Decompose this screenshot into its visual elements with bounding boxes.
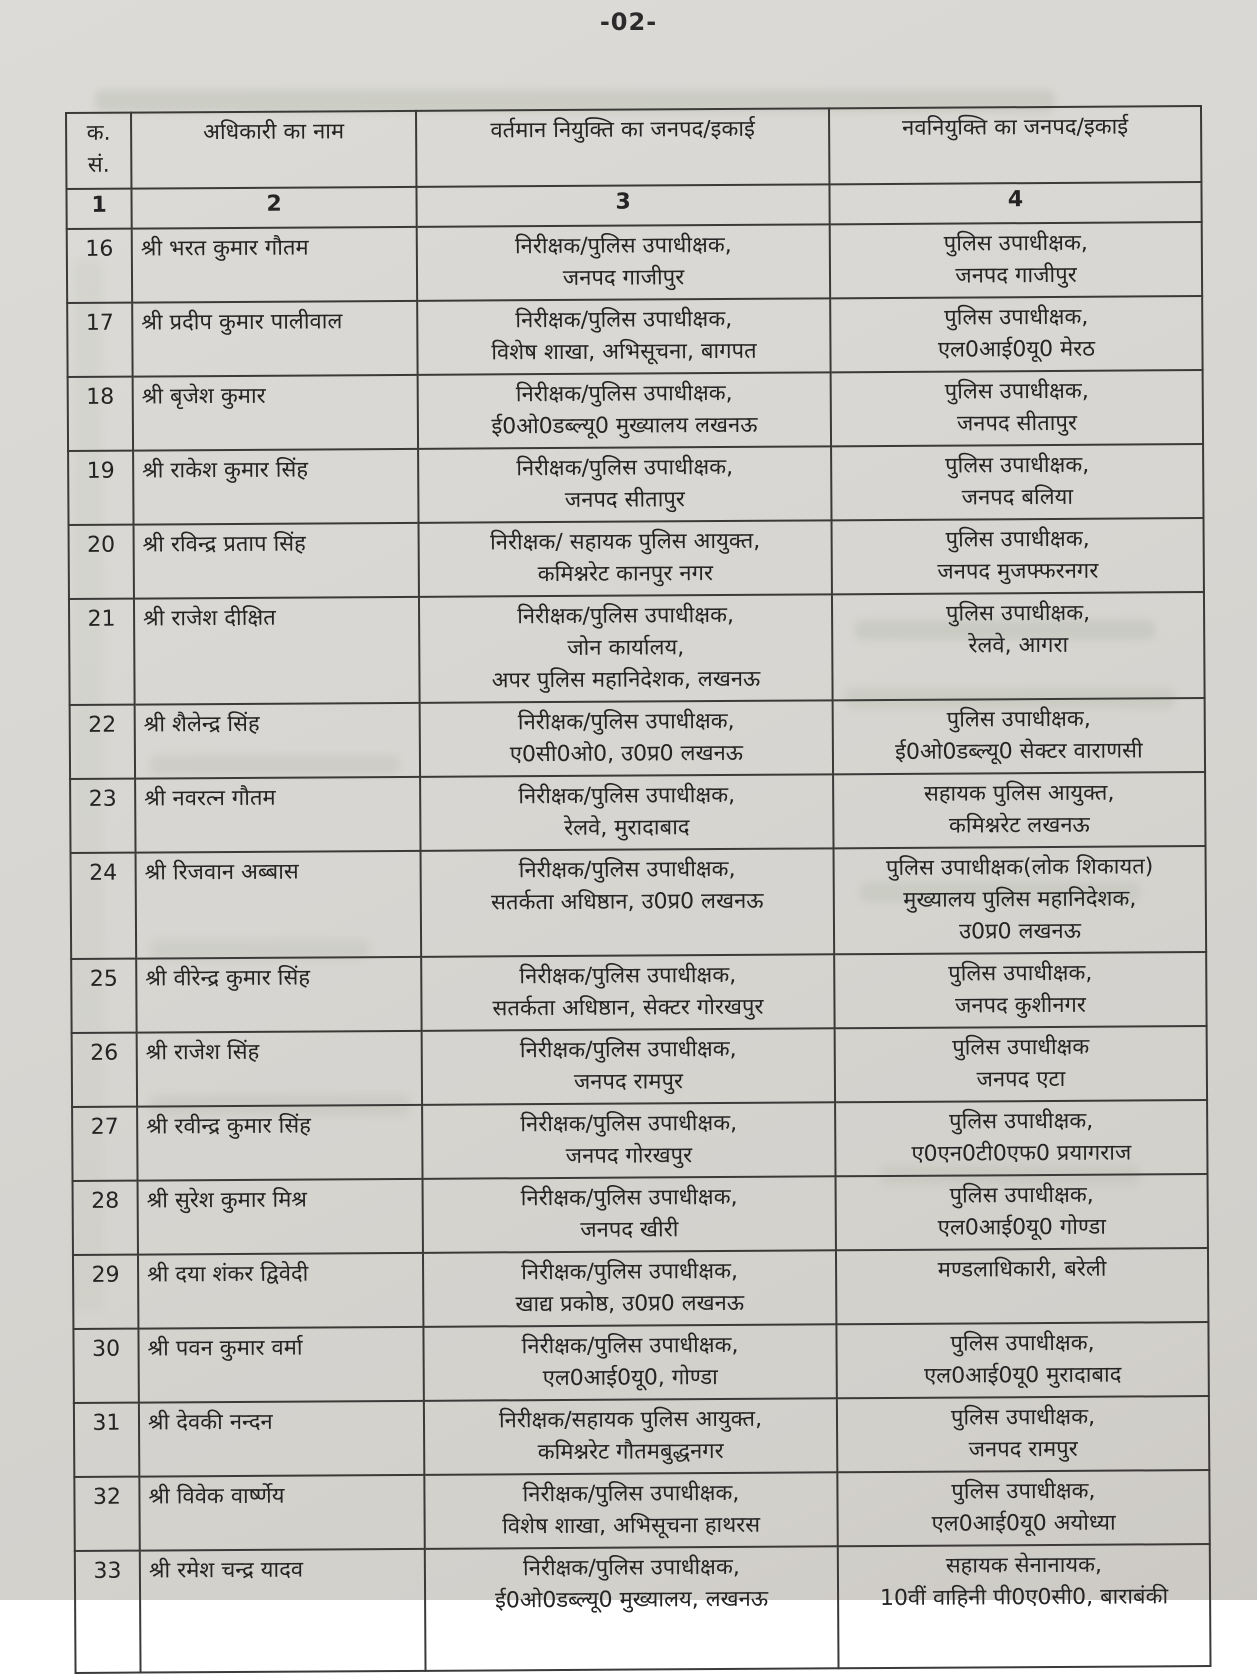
table-body <box>67 222 1211 1673</box>
cell-new-posting <box>830 222 1202 298</box>
cell-text-line: निरीक्षक/पुलिस उपाधीक्षक, <box>516 454 734 482</box>
cell-officer-name: श्री विवेक वार्ष्णेय <box>139 1475 424 1551</box>
cell-serial-number: 17 <box>67 303 132 377</box>
table-row <box>72 1100 1207 1181</box>
cell-officer-name: श्री शैलेन्द्र सिंह <box>135 703 420 779</box>
header-new-posting: नवनियुक्ति का जनपद/इकाई <box>829 106 1201 184</box>
cell-new-posting <box>833 698 1205 774</box>
cell-text-line: निरीक्षक/पुलिस उपाधीक्षक, <box>518 782 736 810</box>
cell-serial-number: 24 <box>71 853 137 959</box>
cell-officer-name: श्री बृजेश कुमार <box>133 375 418 451</box>
cell-current-posting <box>424 1472 837 1549</box>
cell-serial-number: 32 <box>74 1477 139 1551</box>
cell-text-line: पुलिस उपाधीक्षक, <box>948 960 1093 987</box>
cell-text-line: निरीक्षक/पुलिस उपाधीक्षक, <box>519 1036 737 1064</box>
cell-officer-name: श्री रविन्द्र प्रताप सिंह <box>134 523 419 599</box>
cell-current-posting <box>417 298 830 375</box>
cell-officer-name: श्री वीरेन्द्र कुमार सिंह <box>136 957 421 1033</box>
cell-current-posting <box>417 224 830 301</box>
cell-text-line: विशेष शाखा, अभिसूचना, बागपत <box>491 338 757 366</box>
cell-officer-name: श्री सुरेश कुमार मिश्र <box>138 1179 423 1255</box>
cell-text-line: विशेष शाखा, अभिसूचना हाथरस <box>502 1512 761 1540</box>
cell-text-line: निरीक्षक/पुलिस उपाधीक्षक, <box>522 1480 740 1508</box>
cell-text-line: निरीक्षक/पुलिस उपाधीक्षक, <box>520 1184 738 1212</box>
header-officer-name: अधिकारी का नाम <box>131 111 416 189</box>
cell-text-line: पुलिस उपाधीक्षक, <box>950 1330 1095 1357</box>
cell-text-line: निरीक्षक/पुलिस उपाधीक्षक, <box>522 1554 740 1582</box>
table-row <box>67 296 1202 377</box>
cell-new-posting <box>836 1174 1208 1250</box>
cell-current-posting <box>423 1250 836 1327</box>
cell-serial-number: 33 <box>75 1551 141 1673</box>
cell-officer-name: श्री रवीन्द्र कुमार सिंह <box>137 1105 422 1181</box>
cell-new-posting <box>834 952 1206 1028</box>
cell-text-line: कमिश्नरेट लखनऊ <box>948 812 1090 839</box>
cell-serial-number: 22 <box>70 705 135 779</box>
cell-text-line: सहायक पुलिस आयुक्त, <box>923 780 1115 807</box>
cell-new-posting <box>831 444 1203 520</box>
cell-text-line: निरीक्षक/पुलिस उपाधीक्षक, <box>521 1258 739 1286</box>
officer-transfer-table <box>65 105 1212 1674</box>
cell-serial-number: 25 <box>71 959 136 1033</box>
cell-serial-number: 23 <box>70 779 135 853</box>
cell-text-line: ए0सी0ओ0, उ0प्र0 लखनऊ <box>509 740 744 768</box>
table-row <box>75 1544 1211 1673</box>
header-serial-line2: सं. <box>87 152 110 178</box>
cell-current-posting <box>421 954 834 1031</box>
cell-serial-number: 30 <box>73 1329 138 1403</box>
cell-current-posting <box>423 1176 836 1253</box>
cell-text-line: जनपद गोरखपुर <box>565 1143 693 1169</box>
cell-current-posting <box>420 774 833 851</box>
column-number-row <box>66 182 1201 229</box>
cell-current-posting <box>425 1546 839 1671</box>
cell-new-posting <box>836 1322 1208 1398</box>
cell-text-line: एल0आई0यू0 गोण्डा <box>937 1214 1106 1241</box>
column-number-2: 2 <box>131 187 416 229</box>
cell-serial-number: 18 <box>68 377 133 451</box>
cell-current-posting <box>419 520 832 597</box>
cell-text-line: जोन कार्यालय, <box>567 635 685 661</box>
cell-serial-number: 28 <box>73 1181 138 1255</box>
cell-officer-name: श्री पवन कुमार वर्मा <box>138 1327 423 1403</box>
cell-text-line: जनपद गाजीपुर <box>955 262 1077 289</box>
cell-new-posting <box>831 370 1203 446</box>
cell-text-line: एल0आई0यू0 मेरठ <box>937 336 1096 363</box>
cell-officer-name: श्री दया शंकर द्विवेदी <box>138 1253 423 1329</box>
cell-serial-number: 20 <box>69 525 134 599</box>
cell-text-line: निरीक्षक/पुलिस उपाधीक्षक, <box>518 856 736 884</box>
cell-new-posting <box>832 518 1204 594</box>
cell-text-line: पुलिस उपाधीक्षक, <box>945 600 1091 627</box>
table-row <box>74 1396 1209 1477</box>
cell-text-line: पुलिस उपाधीक्षक, <box>949 1182 1094 1209</box>
cell-text-line: खाद्य प्रकोष्ठ, उ0प्र0 लखनऊ <box>515 1290 745 1318</box>
column-number-4: 4 <box>829 182 1201 224</box>
table-row <box>73 1248 1208 1329</box>
cell-serial-number: 27 <box>72 1107 137 1181</box>
cell-text-line: निरीक्षक/पुलिस उपाधीक्षक, <box>517 708 735 736</box>
cell-text-line: ई0ओ0डब्ल्यू0 सेक्टर वाराणसी <box>895 738 1143 765</box>
cell-text-line: पुलिस उपाधीक्षक(लोक शिकायत) <box>885 854 1154 881</box>
cell-text-line: अपर पुलिस महानिदेशक, लखनऊ <box>491 666 761 694</box>
column-number-3: 3 <box>416 184 829 227</box>
cell-text-line: एल0आई0यू0 मुरादाबाद <box>924 1362 1122 1389</box>
cell-text-line: निरीक्षक/पुलिस उपाधीक्षक, <box>515 380 733 408</box>
table-row <box>70 698 1205 779</box>
cell-text-line: जनपद एटा <box>976 1066 1066 1093</box>
cell-text-line: ई0ओ0डब्ल्यू0 मुख्यालय लखनऊ <box>491 412 758 440</box>
cell-text-line: ए0एन0टी0एफ0 प्रयागराज <box>911 1140 1132 1167</box>
cell-text-line: जनपद मुजफ्फरनगर <box>937 558 1099 585</box>
cell-text-line: रेलवे, आगरा <box>968 632 1069 659</box>
cell-current-posting <box>418 446 831 523</box>
cell-text-line: जनपद गाजीपुर <box>562 265 685 291</box>
cell-text-line: मुख्यालय पुलिस महानिदेशक, <box>903 886 1137 913</box>
cell-serial-number: 19 <box>68 451 133 525</box>
cell-officer-name: श्री प्रदीप कुमार पालीवाल <box>132 301 417 377</box>
cell-text-line: जनपद रामपुर <box>968 1436 1078 1463</box>
table-row <box>71 846 1207 959</box>
cell-current-posting <box>423 1324 836 1401</box>
cell-text-line: ई0ओ0डब्ल्यू0 मुख्यालय, लखनऊ <box>494 1586 769 1614</box>
table-row <box>68 444 1203 525</box>
cell-text-line: निरीक्षक/पुलिस उपाधीक्षक, <box>519 962 737 990</box>
table-row <box>67 222 1202 303</box>
cell-text-line: पुलिस उपाधीक्षक, <box>943 230 1088 257</box>
table-row <box>73 1322 1208 1403</box>
cell-new-posting <box>832 592 1205 700</box>
header-current-posting: वर्तमान नियुक्ति का जनपद/इकाई <box>416 108 829 187</box>
table-row <box>68 370 1203 451</box>
cell-text-line: सहायक सेनानायक, <box>945 1552 1103 1579</box>
cell-new-posting <box>833 772 1205 848</box>
cell-text-line: निरीक्षक/सहायक पुलिस आयुक्त, <box>498 1406 763 1434</box>
cell-new-posting <box>835 1100 1207 1176</box>
cell-current-posting <box>420 700 833 777</box>
header-serial-line1: क. <box>86 120 111 146</box>
cell-current-posting <box>422 1028 835 1105</box>
cell-text-line: पुलिस उपाधीक्षक, <box>946 706 1091 733</box>
cell-new-posting <box>838 1544 1211 1668</box>
cell-officer-name: श्री देवकी नन्दन <box>139 1401 424 1477</box>
cell-text-line: कमिश्नरेट गौतमबुद्धनगर <box>537 1439 724 1466</box>
table-row <box>74 1470 1209 1551</box>
cell-text-line: रेलवे, मुरादाबाद <box>564 815 690 841</box>
table-row <box>71 952 1206 1033</box>
cell-officer-name: श्री नवरत्न गौतम <box>135 777 420 853</box>
cell-new-posting <box>836 1248 1208 1324</box>
cell-officer-name: श्री राजेश सिंह <box>137 1031 422 1107</box>
cell-current-posting <box>424 1398 837 1475</box>
cell-text-line: निरीक्षक/पुलिस उपाधीक्षक, <box>520 1110 738 1138</box>
cell-text-line: जनपद सीतापुर <box>564 487 685 513</box>
cell-text-line: निरीक्षक/पुलिस उपाधीक्षक, <box>517 602 735 630</box>
cell-current-posting <box>419 594 833 703</box>
page-number: -02- <box>599 8 658 36</box>
cell-text-line: पुलिस उपाधीक्षक <box>952 1034 1090 1061</box>
cell-text-line: जनपद सीतापुर <box>956 410 1077 437</box>
cell-text-line: एल0आई0यू0, गोण्डा <box>542 1365 718 1392</box>
cell-text-line: सतर्कता अधिष्ठान, उ0प्र0 लखनऊ <box>491 888 764 916</box>
cell-serial-number: 16 <box>67 229 132 303</box>
cell-text-line: निरीक्षक/पुलिस उपाधीक्षक, <box>514 232 732 260</box>
cell-officer-name: श्री रमेश चन्द्र यादव <box>140 1549 426 1673</box>
cell-text-line: पुलिस उपाधीक्षक, <box>950 1404 1096 1431</box>
cell-text-line: पुलिस उपाधीक्षक, <box>944 304 1089 331</box>
cell-new-posting <box>837 1470 1209 1546</box>
cell-new-posting <box>837 1396 1209 1472</box>
cell-officer-name: श्री राकेश कुमार सिंह <box>133 449 418 525</box>
cell-text-line: 10वीं वाहिनी पी0ए0सी0, बाराबंकी <box>879 1584 1169 1612</box>
cell-text-line: पुलिस उपाधीक्षक, <box>945 526 1090 553</box>
cell-new-posting <box>830 296 1202 372</box>
cell-text-line: जनपद खीरी <box>580 1217 679 1243</box>
table-row <box>72 1026 1207 1107</box>
header-row <box>66 106 1201 189</box>
cell-text-line: जनपद रामपुर <box>573 1069 684 1095</box>
table-row <box>69 518 1204 599</box>
cell-text-line: कमिश्नरेट कानपुर नगर <box>537 561 714 588</box>
cell-current-posting <box>421 848 835 957</box>
cell-text-line: निरीक्षक/पुलिस उपाधीक्षक, <box>521 1332 739 1360</box>
cell-text-line: निरीक्षक/ सहायक पुलिस आयुक्त, <box>489 528 761 556</box>
table-row <box>73 1174 1208 1255</box>
cell-text-line: एल0आई0यू0 अयोध्या <box>931 1510 1116 1537</box>
table-row <box>69 592 1205 705</box>
cell-new-posting <box>835 1026 1207 1102</box>
column-number-1: 1 <box>66 189 131 229</box>
cell-officer-name: श्री रिजवान अब्बास <box>136 851 422 959</box>
cell-new-posting <box>834 846 1207 954</box>
cell-text-line: मण्डलाधिकारी, बरेली <box>937 1256 1107 1283</box>
cell-text-line: पुलिस उपाधीक्षक, <box>951 1478 1096 1505</box>
cell-text-line: उ0प्र0 लखनऊ <box>958 918 1082 945</box>
cell-text-line: पुलिस उपाधीक्षक, <box>945 452 1090 479</box>
cell-serial-number: 26 <box>72 1033 137 1107</box>
cell-text-line: पुलिस उपाधीक्षक, <box>949 1108 1094 1135</box>
cell-current-posting <box>422 1102 835 1179</box>
header-serial <box>66 113 131 189</box>
cell-text-line: पुलिस उपाधीक्षक, <box>944 378 1089 405</box>
table-row <box>70 772 1205 853</box>
cell-current-posting <box>418 372 831 449</box>
cell-text-line: जनपद कुशीनगर <box>954 992 1086 1019</box>
cell-text-line: सतर्कता अधिष्ठान, सेक्टर गोरखपुर <box>492 994 764 1022</box>
cell-serial-number: 29 <box>73 1255 138 1329</box>
cell-text-line: निरीक्षक/पुलिस उपाधीक्षक, <box>515 306 733 334</box>
cell-text-line: जनपद बलिया <box>961 484 1074 511</box>
cell-officer-name: श्री राजेश दीक्षित <box>134 597 420 705</box>
cell-serial-number: 31 <box>74 1403 139 1477</box>
cell-officer-name: श्री भरत कुमार गौतम <box>132 227 417 303</box>
cell-serial-number: 21 <box>69 599 135 705</box>
